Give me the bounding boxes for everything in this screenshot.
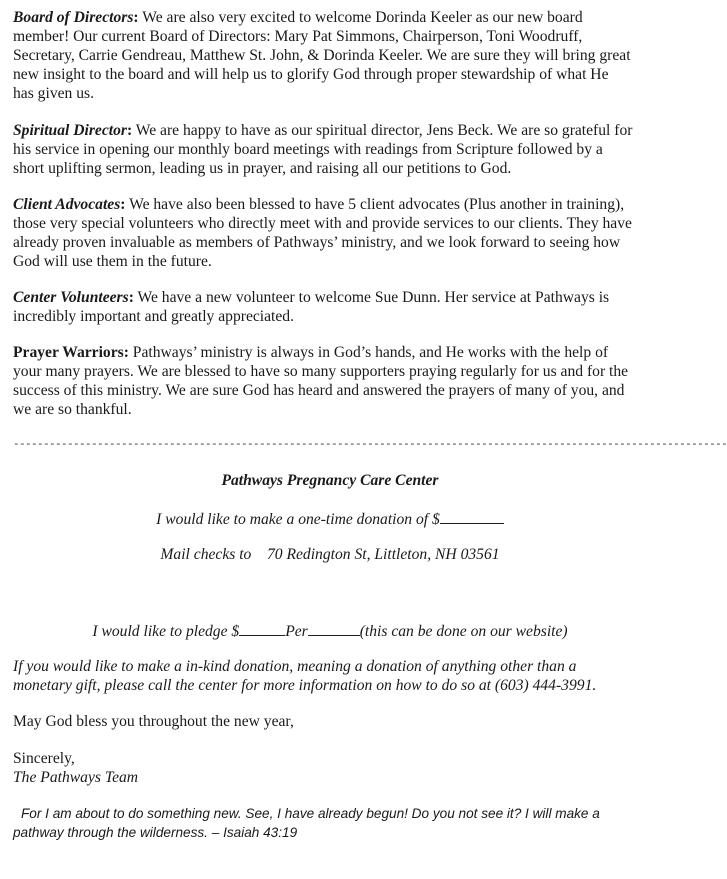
mail-checks-line (0, 545, 660, 564)
cut-line-divider: ----------------------------------------------------------------------------------------------------------------------- (13, 439, 727, 451)
pledge-line (0, 621, 660, 641)
client-colon: : (120, 196, 126, 213)
closing-line: Sincerely, (13, 750, 75, 767)
client-heading: Client Advocates (13, 196, 121, 213)
prayer-heading: Prayer Warriors: (13, 344, 129, 361)
prayer-text: Pathways’ ministry is always in God’s hands, and He works with the help of your many prayers. We are blessed to have so many supporters praying regularly for us and for the success of this ministry. We are sure God has heard and answered the prayers of many of you, and we are so thankful. (13, 344, 629, 418)
client-paragraph (13, 195, 633, 271)
blessing-line: May God bless you throughout the new year, (13, 713, 294, 730)
client-text: We have also been blessed to have 5 client advocates (Plus another in training), those very special volunteers who directly meet with and provide services to our clients. They have already proven invaluable as members of Pathways’ ministry, and we look forward to seeing how God will use them in the future. (13, 196, 632, 270)
pledge-amount-blank (239, 621, 285, 636)
one-time-donation-line (0, 509, 660, 529)
volunteers-colon: : (128, 289, 134, 306)
in-kind-paragraph: If you would like to make a in-kind donation, meaning a donation of anything other than a monetary gift, please call the center for more information on how to do so at (603) 444-3991. (13, 658, 597, 694)
pledge-note: (this can be done on our website) (359, 623, 568, 640)
form-org-name: Pathways Pregnancy Care Center (221, 472, 439, 489)
volunteers-paragraph (13, 288, 633, 326)
pledge-period-blank (308, 621, 360, 636)
pledge-per-label: Per (285, 623, 308, 640)
spiritual-colon: : (126, 122, 133, 139)
volunteers-heading: Center Volunteers (13, 289, 129, 306)
scripture-verse: For I am about to do something new. See, I have already begun! Do you not see it? I will make a pathway through the wilderness. – Isaiah 43:19 (13, 806, 600, 840)
one-time-amount-blank (440, 509, 504, 524)
spiritual-paragraph (13, 121, 633, 178)
spiritual-heading: Spiritual Director (13, 122, 127, 139)
one-time-label: I would like to make a one-time donation of $ (156, 511, 440, 528)
pledge-label: I would like to pledge $ (92, 623, 240, 640)
mail-address: 70 Redington St, Littleton, NH 03561 (266, 546, 500, 563)
signature-line: The Pathways Team (13, 769, 139, 786)
board-text: We are also very excited to welcome Dorinda Keeler as our new board member! Our current Board of Directors: Mary Pat Simmons, Chairperson, Toni Woodruff, Secretary, Carrie Gendreau, Matthew St. John, & Dorinda Keeler. We are sure they will bring great new insight to the board and will help us to glorify God through proper stewardship of what He has given us. (13, 9, 631, 102)
spiritual-text: We are happy to have as our spiritual director, Jens Beck. We are so grateful for his service in opening our monthly board meetings with readings from Scripture followed by a short uplifting sermon, leading us in prayer, and raising all our petitions to God. (13, 122, 633, 177)
board-paragraph (13, 8, 633, 103)
board-heading: Board of Directors (13, 9, 134, 26)
mail-label: Mail checks to (160, 546, 252, 563)
volunteers-text: We have a new volunteer to welcome Sue Dunn. Her service at Pathways is incredibly important and greatly appreciated. (13, 289, 610, 325)
board-colon: : (133, 9, 139, 26)
prayer-paragraph (13, 343, 633, 419)
